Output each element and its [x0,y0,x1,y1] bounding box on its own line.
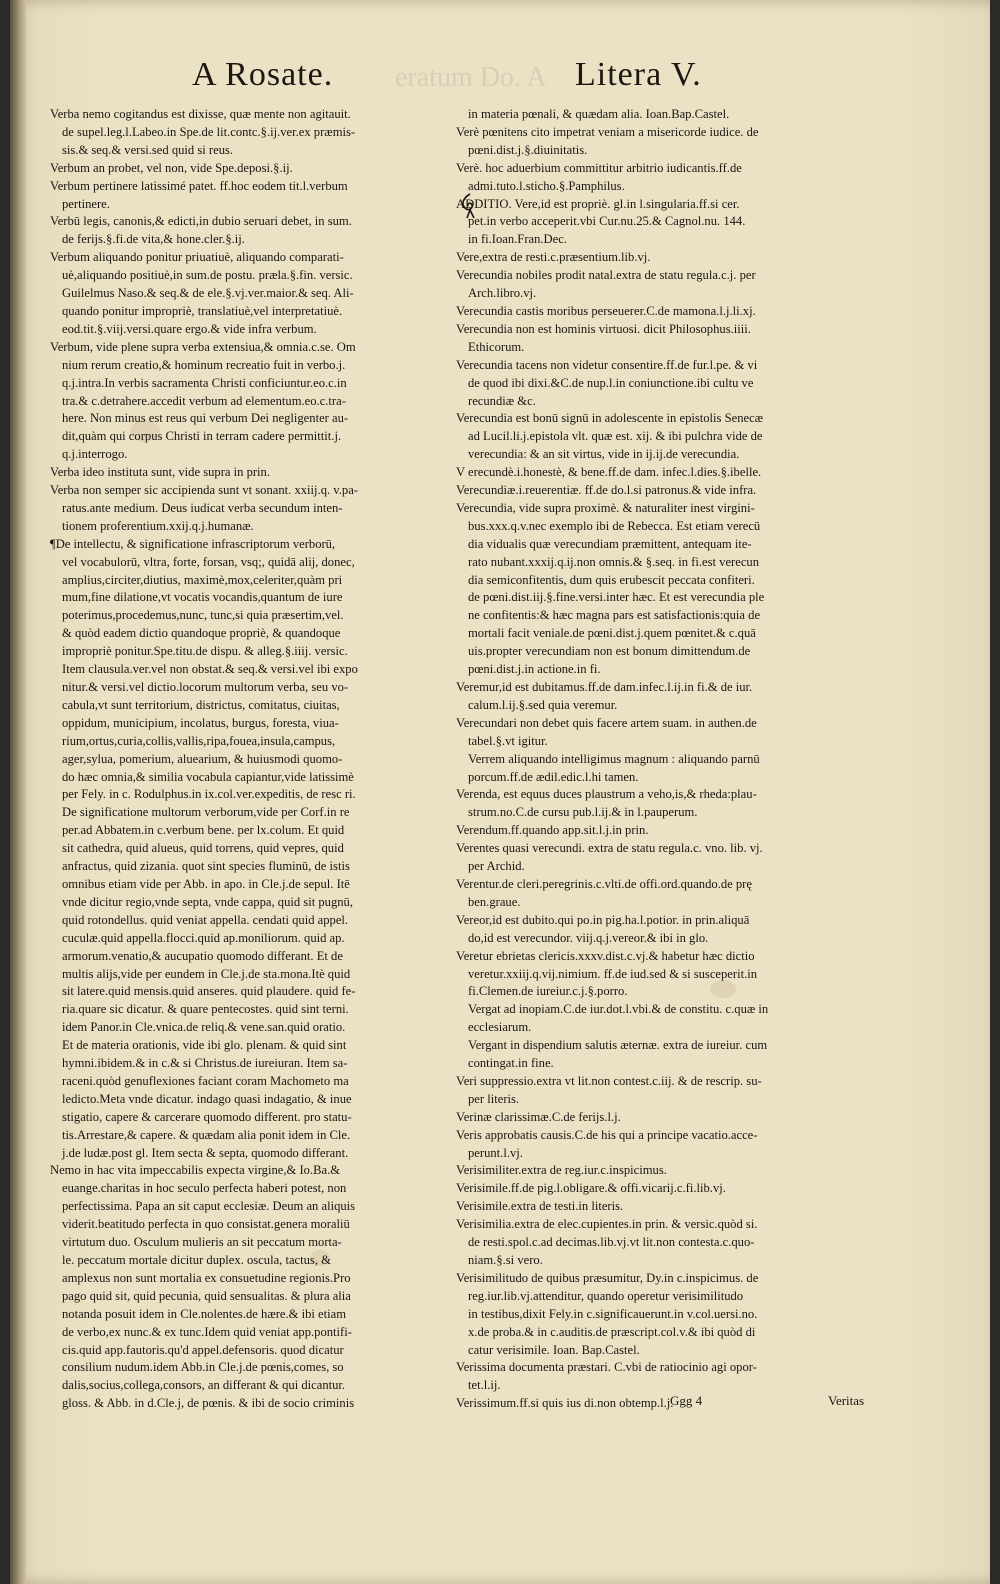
text-line: cuculæ.quid appella.flocci.quid ap.moniliorum. quid ap. [62,930,345,945]
text-line: amplexus non sunt mortalia ex consuetudine regionis.Pro [62,1270,351,1285]
text-line: Verisimile.ff.de pig.l.obligare.& offi.vicarij.c.fi.lib.vj. [456,1181,726,1196]
text-line: de verbo,ex nunc.& ex tunc.Idem quid veniat app.pontifi- [62,1324,352,1339]
text-line: ad Lucil.li.j.epistola vlt. quæ est. xij. & ibi pulchra vide de [468,429,763,444]
text-line: Guilelmus Naso.& seq.& de ele.§.vj.ver.maior.& seq. Ali- [62,286,354,301]
text-line: Verecundari non debet quis facere artem suam. in authen.de [456,715,757,730]
text-line: Verbum an probet, vel non, vide Spe.deposi.§.ij. [50,160,293,175]
text-line: le. peccatum mortale dicitur duplex. oscula, tactus, & [62,1253,331,1267]
text-line: eod.tit.§.viij.versi.quare ergo.& vide infra verbum. [62,321,317,336]
text-line: Veris approbatis causis.C.de his qui a principe vacatio.acce- [456,1127,758,1142]
text-line: pœni.dist.j.§.diuinitatis. [468,142,588,157]
text-line: Verisimilitudo de quibus præsumitur, Dy.in c.inspicimus. de [456,1270,759,1285]
text-line: fi.Clemen.de iureiur.c.j.§.porro. [468,984,628,999]
text-line: per Fely. in c. Rodulphus.in ix.col.ver.expeditis, de resc ri. [62,787,356,802]
text-line: Veri suppressio.extra vt lit.non contest.c.iij. & de rescrip. su- [456,1073,762,1088]
text-line: per Archid. [468,859,525,874]
text-line: dia vidualis quæ verecundiam præmittent, antequam ite- [468,536,752,551]
text-line: Verisimilia.extra de elec.cupientes.in prin. & versic.quòd si. [456,1217,758,1232]
text-line: niam.§.si vero. [468,1253,543,1267]
text-line: de resti.spol.c.ad decimas.lib.vj.vt lit.non contesta.c.quo- [468,1235,755,1250]
text-line: de quod ibi dixi.&C.de nup.l.in coniunctione.ibi cultu ve [468,375,754,390]
text-line: V erecundè.i.honestè, & bene.ff.de dam. infec.l.dies.§.ibelle. [456,465,762,480]
text-line: Verecundia castis moribus perseuerer.C.de mamona.l.j.li.xj. [456,303,756,318]
text-line: virtutum duo. Osculum mulieris an sit peccatum morta- [62,1235,342,1250]
catchword: Veritas [828,1393,865,1408]
text-line: Verè pœnitens cito impetrat veniam a misericorde iudice. de [456,124,759,139]
text-line: Veretur ebrietas clericis.xxxv.dist.c.vj.& habetur hæc dictio [456,948,755,963]
text-line: admi.tuto.l.sticho.§.Pamphilus. [468,178,625,193]
text-line: vnde dicitur regio,vnde septa, vnde cappa, quid sit pugnū, [62,894,353,909]
text-line: amplius,circiter,diutius, maximè,mox,celeriter,quàm pri [62,572,343,587]
text-line: pet.in verbo acceperit.vbi Cur.nu.25.& Cagnol.nu. 144. [468,214,746,229]
text-line: in fi.Ioan.Fran.Dec. [468,232,567,247]
running-head-right: Litera V. [575,56,702,93]
text-line: quid rotondellus. quid veniat appella. cendati quid appel. [62,912,349,927]
text-line: sit cathedra, quid alueus, quid torrens, quid vepres, quid [62,841,344,856]
text-line: Verendum.ff.quando app.sit.l.j.in prin. [456,823,649,838]
text-line: viderit.beatitudo perfecta in quo consistat.genera moraliū [62,1217,350,1232]
text-line: Verrem aliquando intelligimus magnum : aliquando parnū [468,751,760,766]
text-line: Verba non semper sic accipienda sunt vt sonant. xxiij.q. v.pa- [50,483,358,498]
text-line: armorum.venatio,& aucupatio quomodo differant. Et de [62,948,343,963]
text-line: Verentes quasi verecundi. extra de statu regula.c. vno. lib. vj. [456,841,763,856]
text-line: porcum.ff.de ædil.edic.l.hi tamen. [468,769,639,784]
facing-page-edge [10,0,26,1584]
text-line: Verecundia nobiles prodit natal.extra de statu regula.c.j. per [456,268,756,283]
text-line: Verbum pertinere latissimé patet. ff.hoc eodem tit.l.verbum [50,178,348,193]
text-line: de pœni.dist.iij.§.fine.versi.inter hæc. Et est verecundia ple [468,590,765,605]
text-line: Verentur.de cleri.peregrinis.c.vlti.de offi.ord.quando.de prę [456,876,752,891]
text-line: dit,quàm qui corpus Christi in terram cadere permittit.j. [62,429,342,444]
text-line: in testibus,dixit Fely.in c.significauerunt.in v.col.uersi.no. [468,1306,758,1321]
text-line: tabel.§.vt igitur. [468,733,548,748]
text-line: x.de proba.& in c.auditis.de præscript.col.v.& ibi quòd di [468,1324,756,1339]
show-through-heading: eratum Do. A [395,62,547,93]
text-line: Veremur,id est dubitamus.ff.de dam.infec.l.ij.in fi.& de iur. [456,680,753,694]
right-column [456,106,856,1413]
text-line: nium rerum creatio,& hominum recreatio fuit in verbo.j. [62,357,346,372]
text-line: per literis. [468,1091,520,1106]
text-line: ne confitentis:& hæc magna pars est satisfactionis:quia de [468,608,761,623]
text-line: multis alijs,vide per eundem in Cle.j.de sta.mona.Itè quid [62,966,351,981]
text-line: ADDITIO. Vere,id est propriè. gl.in l.singularia.ff.si cer. [456,196,740,211]
text-line: ria.quare sic dicatur. & quare pentecostes. quid sint terni. [62,1002,349,1017]
text-line: de supel.leg.l.Labeo.in Spe.de lit.contc.§.ij.ver.ex præmis- [62,124,356,139]
text-line: Verba nemo cogitandus est dixisse, quæ mente non agitauit. [50,107,351,121]
text-line: j.de ludæ.post gl. Item secta & septa, quomodo differant. [62,1145,349,1160]
text-line: Verecundia tacens non videtur consentire.ff.de fur.l.pe. & vi [456,357,758,372]
text-line: Verissima documenta præstari. C.vbi de ratiocinio agi opor- [456,1360,757,1375]
text-line: idem Panor.in Cle.vnica.de reliq.& vene.san.quid oratio. [62,1020,346,1035]
text-line: pœni.dist.j.in actione.in fi. [468,662,601,677]
running-head-left: A Rosate. [192,56,334,93]
text-line: ecclesiarum. [468,1020,532,1035]
text-line: Vereor,id est dubito.qui po.in pig.ha.l.potior. in prin.aliquā [456,912,750,927]
text-line: oppidum, municipium, incolatus, burgus, foresta, viua- [62,715,339,730]
text-line: gloss. & Abb. in d.Cle.j, de pœnis. & ibi de socio criminis [62,1396,355,1411]
text-line: & quòd eadem dictio quandoque propriè, & quandoque [62,626,341,641]
text-line: raceni.quòd genuflexiones faciant coram Machometo ma [62,1073,349,1088]
text-line: tra.& c.detrahere.accedit verbum ad elementum.eo.c.tra- [62,393,346,408]
text-line: strum.no.C.de cursu pub.l.ij.& in l.pauperum. [468,805,698,820]
text-line: q.j.interrogo. [62,447,128,462]
text-line: ben.graue. [468,894,521,909]
text-line: uè,aliquando positiuè,in sum.de postu. præla.§.fin. versic. [62,268,353,283]
text-line: Item clausula.ver.vel non obstat.& seq.& versi.vel ibi expo [62,662,358,677]
text-line: do hæc omnia,& similia vocabula capiantur,vide latissimè [62,769,354,784]
text-line: sis.& seq.& versi.sed quid si reus. [62,142,234,157]
text-line: consilium nudum.idem Abb.in Cle.j.de pœnis,comes, so [62,1360,344,1375]
text-line: uis.propter verecundiam non est bonum dimittendum.de [468,644,751,659]
text-line: Verecundia non est hominis virtuosi. dicit Philosophus.iiii. [456,321,751,336]
text-line: Nemo in hac vita impeccabilis expecta virgine,& Io.Ba.& [50,1163,341,1178]
text-line: veretur.xxiij.q.vij.nimium. ff.de iud.sed & si susceperit.in [468,966,758,981]
text-line: Verecundia, vide supra proximè. & naturaliter inest virgini- [456,500,755,515]
text-line: tet.l.ij. [468,1378,501,1393]
text-line: per.ad Abbatem.in c.verbum bene. per lx.colum. Et quid [62,823,345,838]
text-line: Ethicorum. [468,339,525,354]
signature-mark: Ggg 4 [670,1393,703,1408]
text-line: do,id est verecundor. viij.q.j.vereor.& ibi in glo. [468,930,709,945]
text-line: dalis,socius,collega,consors, an differant & qui dicantur. [62,1378,346,1393]
text-line: Verba ideo instituta sunt, vide supra in prin. [50,465,271,480]
text-line: calum.l.ij.§.sed quia veremur. [468,697,618,712]
text-line: Verbum, vide plene supra verba extensiua,& omnia.c.se. Om [50,339,356,354]
text-line: Verè. hoc aduerbium committitur arbitrio iudicantis.ff.de [456,160,742,175]
text-line: perfectissima. Papa an sit caput ecclesiæ. Deum an aliquis [62,1199,356,1214]
text-line: impropriè ponitur.Spe.titu.de dispu. & alleg.§.iiij. versic. [62,644,348,659]
text-line: de ferijs.§.fi.de vita,& hone.cler.§.ij. [62,232,245,247]
text-line: anfractus, quid zizania. quot sint species fluminū, de istis [62,859,350,874]
text-line: ¶De intellectu, & significatione infrascriptorum verborū, [50,536,336,551]
text-line: verecundia: & an sit virtus, vide in ij.ij.de verecundia. [468,447,740,462]
text-line: stigatio, capere & carcerare quomodo different. pro statu- [62,1109,352,1124]
text-line: Verecundia est bonū signū in adolescente in epistolis Senecæ [456,411,764,426]
text-line: Vergant in dispendium salutis æternæ. extra de iureiur. cum [468,1038,768,1053]
text-line: cabula,vt sunt territorium, districtus, comitatus, ciuitas, [62,697,340,712]
text-line: De significatione multorum verborum,vide per Corf.in re [62,805,350,820]
text-line: poterimus,procedemus,nunc, tunc,si quia præsertim,vel. [62,608,344,623]
text-line: mortali facit veniale.de pœni.dist.j.quem pœnitet.& c.quā [468,626,756,641]
text-line: euange.charitas in hoc seculo perfecta haberi potest, non [62,1181,347,1196]
text-line: ratus.ante medium. Deus iudicat verba secundum inten- [62,500,343,515]
text-line: Verisimiliter.extra de reg.iur.c.inspicimus. [456,1163,667,1178]
text-line: q.j.intra.In verbis sacramenta Christi conficiuntur.eo.c.in [62,375,347,390]
text-line: Verbum aliquando ponitur priuatiuè, aliquando comparati- [50,250,344,265]
text-line: quando ponitur impropriè, translatiuè,vel interpretatiuè. [62,303,343,318]
text-line: Vere,extra de resti.c.præsentium.lib.vj. [456,250,651,265]
text-line: recundiæ &c. [468,393,536,408]
text-line: Verecundiæ.i.reuerentiæ. ff.de do.l.si patronus.& vide infra. [456,483,757,498]
text-line: tionem proferentium.xxij.q.j.humanæ. [62,518,254,533]
text-line: hymni.ibidem.& in c.& si Christus.de iureiuran. Item sa- [62,1056,348,1071]
left-column [50,106,435,1413]
text-line: perunt.l.vj. [468,1145,523,1160]
text-line: catur verisimile. Ioan. Bap.Castel. [468,1342,640,1357]
text-line: reg.iur.lib.vj.attenditur, quando operetur verisimilitudo [468,1288,744,1303]
text-line: bus.xxx.q.v.nec exemplo ibi de Rebecca. Est etiam verecū [468,518,761,533]
text-line: rium,ortus,curia,collis,vallis,ripa,fouea,insula,campus, [62,733,336,748]
text-line: contingat.in fine. [468,1056,554,1071]
text-line: omnibus etiam vide per Abb. in apo. in Cle.j.de sepul. Itē [62,876,350,891]
text-line: Arch.libro.vj. [468,286,537,301]
text-line: pago quid sit, quid pecunia, quid sensualitas. & plura alia [62,1288,351,1303]
text-line: Verisimile.extra de testi.in literis. [456,1199,624,1214]
text-line: Verinæ clarissimæ.C.de ferijs.l.j. [456,1109,621,1124]
text-line: Verissimum.ff.si quis ius di.non obtemp.l.j. [456,1396,674,1411]
text-line: Verbū legis, canonis,& edicti,in dubio seruari debet, in sum. [50,214,352,229]
text-line: Vergat ad inopiam.C.de iur.dot.l.vbi.& de constitu. c.quæ in [468,1002,769,1017]
text-line: Verenda, est equus duces plaustrum a veho,is,& rheda:plau- [456,787,757,802]
text-line: pertinere. [62,196,110,211]
text-line: dia semiconfitentis, dum quis erubescit peccata confiteri. [468,572,755,587]
text-line: sit latere.quid mensis.quid anseres. quid plaudere. quid fe- [62,984,356,999]
text-line: tis.Arrestare,& capere. & quædam alia ponit idem in Cle. [62,1127,351,1142]
text-line: ledicto.Meta vnde dicatur. indago quasi indagatio, & inue [62,1091,352,1106]
text-line: mum,fine dilatione,vt vocatis vocandis,quantum de iure [62,590,343,605]
text-line: nitur.& versi.vel dictio.locorum multorum verba, seu vo- [62,680,349,694]
text-line: in materia pœnali, & quædam alia. Ioan.Bap.Castel. [468,107,730,121]
text-line: notanda posuit idem in Cle.nolentes.de hære.& ibi etiam [62,1306,347,1321]
text-line: ager,sylua, pomerium, aluearium, & huiusmodi quomo- [62,751,343,766]
text-line: Et de materia orationis, vide ibi glo. plenam. & quid sint [62,1038,347,1053]
book-page [10,0,990,1584]
text-line: here. Non minus est reus qui verbum Dei negligenter au- [62,411,349,426]
text-line: rato nubant.xxxij.q.ij.non omnis.& §.seq. in fi.est verecun [468,554,760,569]
text-line: vel vocabulorū, vltra, forte, forsan, vsq;, quidā alij, donec, [62,554,355,569]
text-line: cis.quid app.fautoris.qu'd appel.defensoris. quod dicatur [62,1342,344,1357]
